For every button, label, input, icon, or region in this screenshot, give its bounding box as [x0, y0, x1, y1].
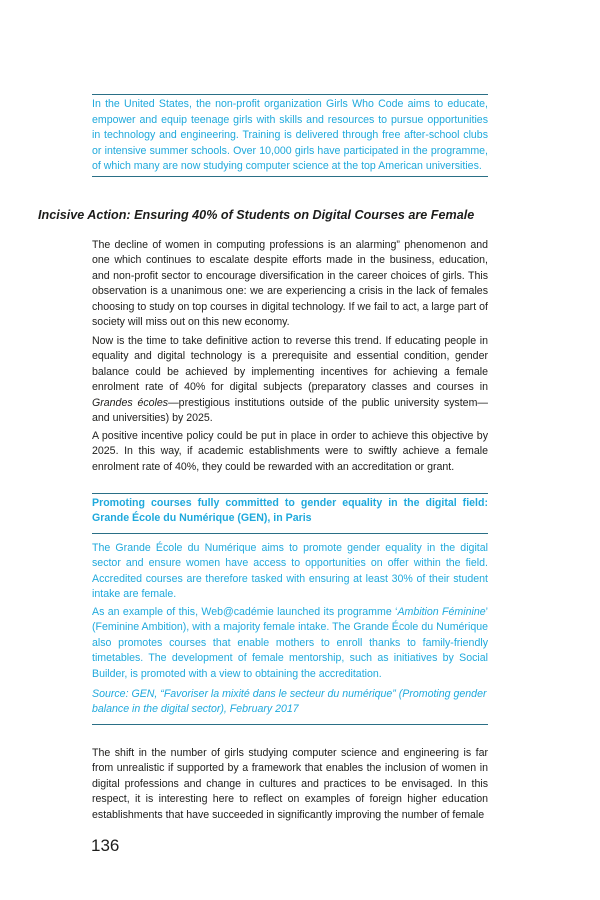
case-box-source: Source: GEN, “Favoriser la mixité dans le secteur du numérique” (Promoting gender balance in the digital sector), February 2017: [92, 688, 487, 716]
body-paragraph-2-text-a: Now is the time to take definitive action to reverse this trend. If educating people in equality and digital technology is a prerequisite and essential condition, gender balance could be achieved by implementing incentives for achieving a female enrolment rate of 40% for digital subjects (preparatory classes and courses in: [92, 335, 488, 394]
body-paragraph-2-italic: Grandes écoles: [92, 396, 169, 409]
case-box-paragraph-2-text-b: ’ (Feminine Ambition), with a majority female intake. The Grande École du Numérique also promotes courses that enable mothers to enroll thanks to family-friendly timetables. The development of female mentorship, such as initiatives by Social Builder, is promoted with a view to obtaining the accreditation.: [92, 606, 488, 680]
body-paragraph-1: The decline of women in computing professions is an alarming” phenomenon and one which continues to escalate despite efforts made in the business, education, and non-profit sector to encourage diversification in the career choices of girls. This observation is a unanimous one: we are experiencing a crisis in the lack of females choosing to study on top courses in digital technology. If we fail to act, a large part of society will miss out on this new economy.: [92, 239, 488, 329]
case-box-title: Promoting courses fully committed to gender equality in the digital field: Grande École du Numérique (GEN), in Paris: [92, 497, 488, 525]
section-heading: Incisive Action: Ensuring 40% of Students on Digital Courses are Female: [38, 208, 475, 222]
intro-box-text: In the United States, the non-profit organization Girls Who Code aims to educate, empower and equip teenage girls with skills and resources to pursue opportunities in technology and engineering. Training is delivered through free after-school clubs or intensive summer schools. Over 10,000 girls have participated in the programme, of which many are now studying computer science at the top American universities.: [92, 98, 488, 173]
case-box-title-rule: [92, 533, 488, 534]
case-box-bottom-rule: [92, 724, 488, 725]
case-box-paragraph-1: The Grande École du Numérique aims to promote gender equality in the digital sector and ensure women have access to opportunities on offer within the field. Accredited courses are therefore tasked with ensuring at least 30% of their student intake are female.: [92, 542, 488, 601]
intro-box-bottom-rule: [92, 176, 488, 177]
case-box-top-rule: [92, 493, 488, 494]
page-number: 136: [91, 836, 120, 855]
body-paragraph-2-text-b: —prestigious institutions outside of the public university system— and universities) by 2025.: [92, 396, 488, 425]
case-box-paragraph-2-text-a: As an example of this, Web@cadémie launched its programme ‘: [92, 606, 398, 618]
closing-paragraph: The shift in the number of girls studying computer science and engineering is far from unrealistic if supported by a framework that enables the inclusion of women in digital professions and change in cultures and practices to be envisaged. In this respect, it is interesting here to reflect on examples of foreign higher education establishments that have succeeded in significantly improving the number of female: [92, 747, 488, 821]
body-paragraph-2: [92, 334, 488, 426]
case-box-paragraph-2-italic: Ambition Féminine: [397, 606, 486, 618]
body-paragraph-3: A positive incentive policy could be put in place in order to achieve this objective by 2025. In this way, if academic establishments were to swiftly achieve a female enrolment rate of 40%, they could be rewarded with an accreditation or grant.: [92, 430, 488, 473]
intro-box-top-rule: [92, 94, 488, 95]
case-box-paragraph-2: [92, 605, 488, 682]
